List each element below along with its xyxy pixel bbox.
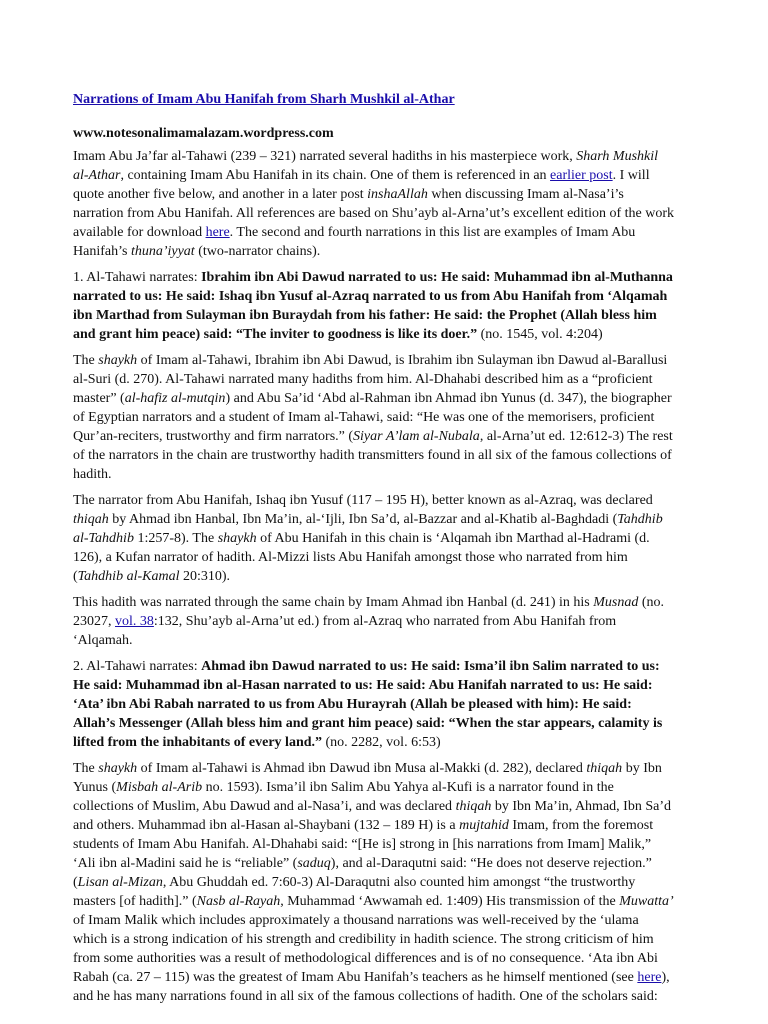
download-here-link[interactable]: here bbox=[205, 225, 230, 240]
text: of Imam al-Tahawi, Ibrahim ibn Abi Dawud, is Ibrahim ibn Sulayman ibn Dawud al-Barallusi al-Suri (d. 270). Al-Tahawi narrated many hadiths from him. Al-Dhahabi described him as a “proficient master” ( bbox=[73, 353, 668, 406]
text: The bbox=[73, 761, 99, 776]
text: when discussing Imam al-Nasa’i’s narration from Abu Hanifah. All references are based on Shu’ayb al-Arna’ut’s excellent edition of the work available for download bbox=[73, 187, 675, 240]
earlier-post-link[interactable]: earlier post bbox=[550, 168, 613, 183]
narration-lead: 2. Al-Tahawi narrates: bbox=[73, 659, 202, 674]
text: , Muhammad ‘Awwamah ed. 1:409) His transmission of the bbox=[280, 894, 620, 909]
italic-term: al-hafiz al-mutqin bbox=[124, 391, 226, 406]
text: no. 1593). Isma’il ibn Salim Abu Yahya al-Kufi is a narrator found in the collections of Muslim, Abu Dawud and al-Nasa’i, and was declared bbox=[73, 780, 614, 814]
book-title: Misbah al-Arib bbox=[116, 780, 203, 795]
intro-paragraph bbox=[73, 147, 676, 261]
post-title-link[interactable]: Narrations of Imam Abu Hanifah from Sharh Mushkil al-Athar bbox=[73, 92, 455, 107]
commentary-paragraph bbox=[73, 491, 676, 586]
italic-term: mujtahid bbox=[459, 818, 509, 833]
book-title: Muwatta’ bbox=[619, 894, 674, 909]
book-title: Lisan al-Mizan bbox=[77, 875, 163, 890]
italic-term: thiqah bbox=[73, 512, 109, 527]
text: ) and Abu Sa’id ‘Abd al-Rahman ibn Ahmad ibn Yunus (d. 347), the biographer of Egyptian narrators and a student of Imam al-Tahawi, said: “He was one of the memorisers, proficient Qur’an-reciters, trustworthy and firm narrators.” ( bbox=[73, 391, 672, 444]
vol-38-link[interactable]: vol. 38 bbox=[115, 614, 154, 629]
text: , Abu Ghuddah ed. 7:60-3) Al-Daraqutni also counted him amongst “the trustworthy masters [of hadith].” ( bbox=[73, 875, 636, 909]
narration-reference: (no. 1545, vol. 4:204) bbox=[477, 327, 603, 342]
text: by Ibn Ma’in, Ahmad, Ibn Sa’d and others. Muhammad ibn al-Hasan al-Shaybani (132 – 189 H) is a bbox=[73, 799, 671, 833]
text: by Ahmad ibn Hanbal, Ibn Ma’in, al-‘Ijli, Ibn Sa’d, al-Bazzar and al-Khatib al-Baghdadi ( bbox=[108, 512, 618, 527]
text: ), and he has many narrations found in all six of the famous collections of hadith. One of the scholars said: bbox=[73, 970, 670, 1004]
text: , containing Imam Abu Hanifah in its chain. One of them is referenced in an bbox=[120, 168, 551, 183]
text: 1:257-8). The bbox=[133, 531, 218, 546]
italic-term: thuna’iyyat bbox=[130, 244, 195, 259]
book-title: Musnad bbox=[593, 595, 639, 610]
commentary-paragraph bbox=[73, 351, 676, 484]
commentary-paragraph bbox=[73, 593, 676, 650]
here-link[interactable]: here bbox=[637, 970, 662, 985]
book-title: Tahdhib al-Tahdhib bbox=[73, 512, 663, 546]
italic-term: thiqah bbox=[455, 799, 492, 814]
text: . The second and fourth narrations in this list are examples of Imam Abu Hanifah’s bbox=[73, 225, 636, 259]
text: Imam, from the foremost students of Imam Abu Hanifah. Al-Dhahabi said: “[He is] strong in [his narrations from Imam] Malik,” ‘Ali ibn al-Madini said he is “reliable” ( bbox=[73, 818, 654, 871]
narration-2 bbox=[73, 657, 676, 752]
text: (two-narrator chains). bbox=[194, 244, 321, 259]
text: of Imam al-Tahawi is Ahmad ibn Dawud ibn Musa al-Makki (d. 282), declared bbox=[137, 761, 587, 776]
narration-lead: 1. Al-Tahawi narrates: bbox=[73, 270, 202, 285]
narration-reference: (no. 2282, vol. 6:53) bbox=[322, 735, 441, 750]
text: This hadith was narrated through the same chain by Imam Ahmad ibn Hanbal (d. 241) in his bbox=[73, 595, 594, 610]
italic-term: inshaAllah bbox=[367, 187, 428, 202]
book-title: Sharh Mushkil al-Athar bbox=[73, 149, 659, 183]
italic-term: shaykh bbox=[217, 531, 257, 546]
website-url: www.notesonalimamalazam.wordpress.com bbox=[73, 126, 334, 141]
text: ), and al-Daraqutni said: “He does not deserve rejection.” ( bbox=[73, 856, 652, 890]
text: (no. 23027, bbox=[73, 595, 665, 629]
book-title: Siyar A’lam al-Nubala bbox=[353, 429, 480, 444]
book-title: Tahdhib al-Kamal bbox=[77, 569, 180, 584]
text: of Imam Malik which includes approximately a thousand narrations was well-received by the ‘ulama which is a strong indication of his strength and credibility in hadith science. The strong criticism of him from some authorities was a result of methodological differences and is of no consequence. ‘Ata ibn Abi Rabah (ca. 27 – 115) was the greatest of Imam Abu Hanifah’s teachers as he himself mentioned (see bbox=[73, 913, 658, 985]
text: :132, Shu’ayb al-Arna’ut ed.) from al-Azraq who narrated from Abu Hanifah from ‘Alqamah. bbox=[73, 614, 617, 648]
italic-term: shaykh bbox=[98, 761, 138, 776]
italic-term: thiqah bbox=[586, 761, 623, 776]
text: , al-Arna’ut ed. 12:612-3) The rest of the narrators in the chain are trustworthy hadith transmitters found in all six of the famous collections of hadith. bbox=[73, 429, 673, 482]
book-title: Nasb al-Rayah bbox=[196, 894, 281, 909]
commentary-paragraph bbox=[73, 759, 676, 1006]
text: by Ibn Yunus ( bbox=[73, 761, 662, 795]
italic-term: saduq bbox=[297, 856, 331, 871]
narration-text: Ahmad ibn Dawud narrated to us: He said: Isma’il ibn Salim narrated to us: He said: Muhammad ibn al-Hasan narrated to us: He said: Abu Hanifah narrated to us: He said: ‘Ata’ ibn Abi Rabah narrated to us from Abu Hurayrah (Allah be pleased with him): He said: Allah’s Messenger (Allah bless him and grant him peace) said: “When the star appears, calamity is lifted from the inhabitants of every land.” bbox=[73, 659, 663, 750]
text: The bbox=[73, 353, 99, 368]
narration-text: Ibrahim ibn Abi Dawud narrated to us: He said: Muhammad ibn al-Muthanna narrated to us: He said: Ishaq ibn Yusuf al-Azraq narrated to us from Abu Hanifah from ‘Alqamah ibn Marthad from Sulayman ibn Buraydah from his father: He said: the Prophet (Allah bless him and grant him peace) said: “The inviter to goodness is like its doer.” bbox=[73, 270, 673, 342]
text: The narrator from Abu Hanifah, Ishaq ibn Yusuf (117 – 195 H), better known as al-Azraq, was declared bbox=[73, 493, 653, 508]
text: of Abu Hanifah in this chain is ‘Alqamah ibn Marthad al-Hadrami (d. 126), a Kufan narrator of hadith. Al-Mizzi lists Abu Hanifah amongst those who narrated from him ( bbox=[73, 531, 650, 584]
italic-term: shaykh bbox=[98, 353, 138, 368]
text: Imam Abu Ja’far al-Tahawi (239 – 321) narrated several hadiths in his masterpiece work, bbox=[73, 149, 577, 164]
text: . I will quote another five below, and another in a later post bbox=[73, 168, 650, 202]
text: 20:310). bbox=[179, 569, 231, 584]
narration-1 bbox=[73, 268, 676, 344]
